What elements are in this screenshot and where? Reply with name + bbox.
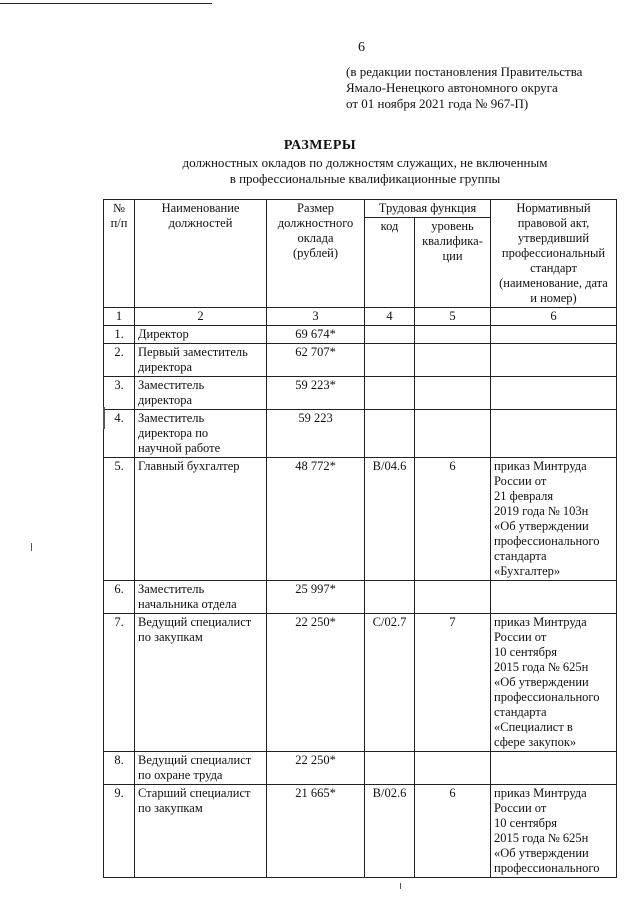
table-row <box>104 326 617 344</box>
cell-act <box>491 752 617 785</box>
header-num: № п/п <box>104 200 135 308</box>
cell-level <box>415 344 491 377</box>
cell-num: 3. <box>104 377 135 410</box>
cell-name: Заместитель начальника отдела <box>135 581 267 614</box>
subtitle-line: должностных окладов по должностям служащих, не включенным <box>182 155 548 170</box>
table-row <box>104 614 617 752</box>
column-number: 5 <box>415 308 491 326</box>
cell-name: Ведущий специалист по закупкам <box>135 614 267 752</box>
scan-mark <box>103 407 105 429</box>
cell-salary: 22 250* <box>267 752 365 785</box>
cell-num: 5. <box>104 458 135 581</box>
cell-salary: 21 665* <box>267 785 365 878</box>
cell-num: 8. <box>104 752 135 785</box>
cell-act <box>491 344 617 377</box>
cell-code: B/04.6 <box>365 458 415 581</box>
note-line: Ямало-Ненецкого автономного округа <box>346 80 558 95</box>
column-number: 3 <box>267 308 365 326</box>
cell-salary: 59 223 <box>267 410 365 458</box>
cell-name: Директор <box>135 326 267 344</box>
cell-act <box>491 410 617 458</box>
cell-act: приказ Минтруда России от 10 сентября 2015 года № 625н «Об утверждении профессионального стандарта «Специалист в сфере закупок» <box>491 614 617 752</box>
table-row <box>104 785 617 878</box>
table-body <box>104 326 617 878</box>
column-number: 6 <box>491 308 617 326</box>
document-title: РАЗМЕРЫ <box>283 138 357 153</box>
header-level: уровень квалифика- ции <box>415 218 491 308</box>
cell-code <box>365 377 415 410</box>
cell-salary: 59 223* <box>267 377 365 410</box>
table-row <box>104 377 617 410</box>
cell-num: 1. <box>104 326 135 344</box>
cell-name: Ведущий специалист по охране труда <box>135 752 267 785</box>
header-name: Наименование должностей <box>135 200 267 308</box>
note-line: (в редакции постановления Правительства <box>346 64 583 79</box>
cell-name: Старший специалист по закупкам <box>135 785 267 878</box>
cell-name: Главный бухгалтер <box>135 458 267 581</box>
table-row <box>104 344 617 377</box>
cell-level <box>415 410 491 458</box>
cell-num: 4. <box>104 410 135 458</box>
header-labor-function: Трудовая функция <box>365 200 491 218</box>
column-number: 2 <box>135 308 267 326</box>
cell-code <box>365 752 415 785</box>
scan-mark <box>31 543 32 551</box>
table-row <box>104 752 617 785</box>
column-number: 1 <box>104 308 135 326</box>
cell-act: приказ Минтруда России от 21 февраля 2019 года № 103н «Об утверждении профессионального стандарта «Бухгалтер» <box>491 458 617 581</box>
header-salary: Размер должностного оклада (рублей) <box>267 200 365 308</box>
revision-note <box>346 64 582 112</box>
cell-salary: 62 707* <box>267 344 365 377</box>
cell-level <box>415 581 491 614</box>
top-rule <box>0 3 212 4</box>
subtitle-line: в профессиональные квалификационные группы <box>229 171 501 186</box>
cell-code <box>365 326 415 344</box>
table-row <box>104 581 617 614</box>
note-line: от 01 ноября 2021 года № 967-П) <box>346 96 529 111</box>
cell-level <box>415 326 491 344</box>
page-number: 6 <box>358 40 365 55</box>
cell-num: 7. <box>104 614 135 752</box>
cell-act: приказ Минтруда России от 10 сентября 2015 года № 625н «Об утверждении профессионального <box>491 785 617 878</box>
cell-salary: 22 250* <box>267 614 365 752</box>
column-numbers-row <box>104 308 617 326</box>
document-subtitle <box>0 155 640 187</box>
cell-act <box>491 581 617 614</box>
cell-level: 7 <box>415 614 491 752</box>
cell-act <box>491 377 617 410</box>
cell-num: 2. <box>104 344 135 377</box>
cell-level <box>415 752 491 785</box>
cell-level: 6 <box>415 785 491 878</box>
cell-code <box>365 344 415 377</box>
column-number: 4 <box>365 308 415 326</box>
table-row <box>104 410 617 458</box>
cell-code <box>365 581 415 614</box>
header-code: код <box>365 218 415 308</box>
cell-code: B/02.6 <box>365 785 415 878</box>
header-act: Нормативный правовой акт, утвердивший профессиональный стандарт (наименование, дата и номер) <box>491 200 617 308</box>
scan-mark <box>400 883 401 889</box>
cell-num: 6. <box>104 581 135 614</box>
table-row <box>104 458 617 581</box>
cell-salary: 69 674* <box>267 326 365 344</box>
cell-name: Заместитель директора по научной работе <box>135 410 267 458</box>
cell-name: Первый заместитель директора <box>135 344 267 377</box>
salary-table <box>103 199 617 878</box>
cell-num: 9. <box>104 785 135 878</box>
cell-act <box>491 326 617 344</box>
cell-level: 6 <box>415 458 491 581</box>
cell-salary: 48 772* <box>267 458 365 581</box>
cell-level <box>415 377 491 410</box>
cell-salary: 25 997* <box>267 581 365 614</box>
cell-name: Заместитель директора <box>135 377 267 410</box>
table-header-row <box>104 200 617 218</box>
cell-code <box>365 410 415 458</box>
cell-code: C/02.7 <box>365 614 415 752</box>
